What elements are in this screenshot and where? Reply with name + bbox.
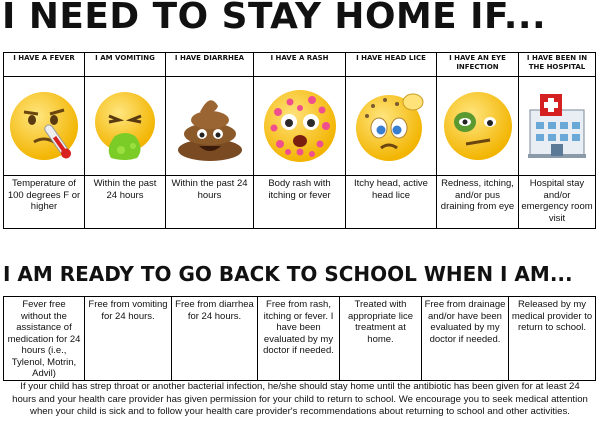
symptom-image-cell — [4, 77, 85, 176]
symptom-header: I HAVE AN EYE INFECTION — [437, 53, 519, 77]
symptom-image-cell — [166, 77, 254, 176]
return-condition: Free from rash, itching or fever. I have been evaluated by my doctor if needed. — [258, 297, 340, 381]
symptom-description: Hospital stay and/or emergency room visit — [519, 176, 596, 229]
symptom-description: Within the past 24 hours — [166, 176, 254, 229]
return-section-title: I AM READY TO GO BACK TO SCHOOL WHEN I AM... — [3, 262, 573, 286]
page-title: I NEED TO STAY HOME IF... — [2, 0, 547, 37]
symptom-description: Body rash with itching or fever — [254, 176, 346, 229]
rash-emoji-icon — [260, 86, 340, 166]
return-condition: Treated with appropriate lice treatment at home. — [340, 297, 422, 381]
symptom-header: I HAVE A FEVER — [4, 53, 85, 77]
return-condition: Free from drainage and/or have been evaluated by my doctor if needed. — [422, 297, 509, 381]
symptom-header: I AM VOMITING — [85, 53, 166, 77]
symptom-image-cell — [254, 77, 346, 176]
symptom-header: I HAVE DIARRHEA — [166, 53, 254, 77]
head-lice-emoji-icon — [351, 88, 431, 164]
symptom-description: Within the past 24 hours — [85, 176, 166, 229]
symptom-header: I HAVE BEEN IN THE HOSPITAL — [519, 53, 596, 77]
footer-note: If your child has strep throat or another bacterial infection, he/she should stay home until the antibiotic has been given for at least 24 hours and your health care provider has given permission for your child to return to school. We encourage you to seek medical attention when your child is sick and to follow your health care provider's recommendations about returning to school and other activities. — [12, 381, 588, 417]
return-condition: Free from diarrhea for 24 hours. — [172, 297, 258, 381]
symptom-image-cell — [437, 77, 519, 176]
fever-emoji-icon — [6, 88, 82, 164]
symptom-header: I HAVE A RASH — [254, 53, 346, 77]
symptom-image-cell — [519, 77, 596, 176]
symptom-description: Itchy head, active head lice — [346, 176, 437, 229]
return-condition: Fever free without the assistance of medication for 24 hours (i.e., Tylenol, Motrin, Advil) — [4, 297, 85, 381]
symptom-description: Temperature of 100 degrees F or higher — [4, 176, 85, 229]
poop-emoji-icon — [172, 88, 248, 164]
return-condition: Free from vomiting for 24 hours. — [85, 297, 172, 381]
vomiting-emoji-icon — [87, 88, 163, 164]
symptom-description: Redness, itching, and/or pus draining from eye — [437, 176, 519, 229]
symptoms-table — [3, 52, 596, 229]
return-conditions-table — [3, 296, 596, 381]
return-condition: Released by my medical provider to return to school. — [509, 297, 596, 381]
eye-infection-emoji-icon — [440, 88, 516, 164]
symptom-header: I HAVE HEAD LICE — [346, 53, 437, 77]
symptom-image-cell — [346, 77, 437, 176]
symptom-image-cell — [85, 77, 166, 176]
hospital-icon — [526, 92, 588, 160]
